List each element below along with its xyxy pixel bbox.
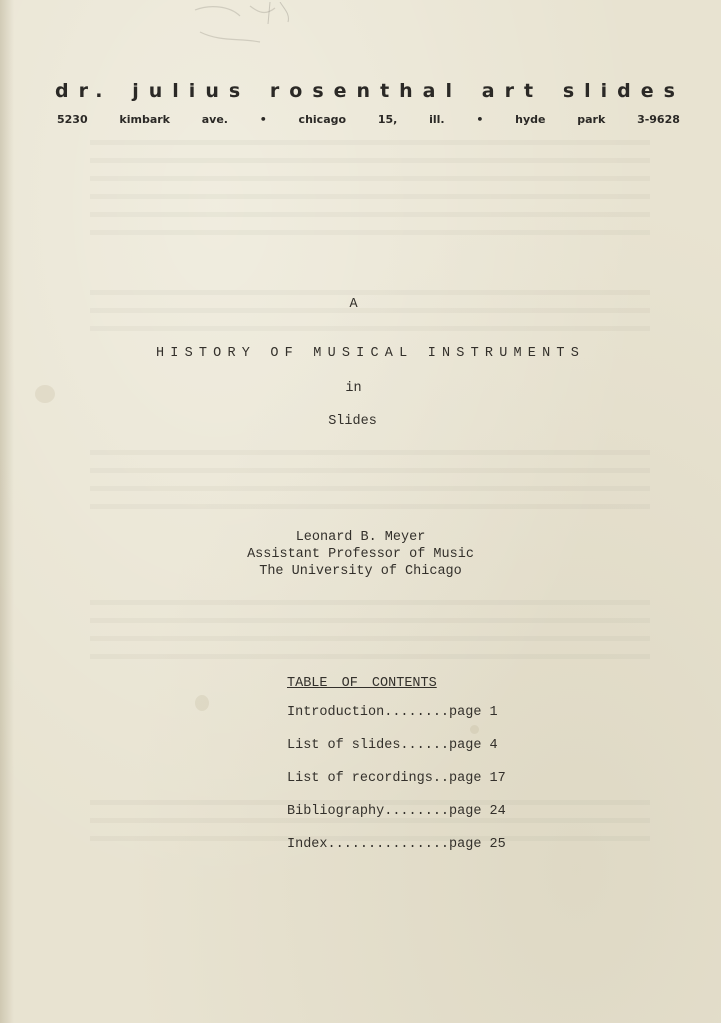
author-position: Assistant Professor of Music <box>247 547 474 562</box>
toc-item-bibliography: Bibliography........page 24 <box>287 804 506 819</box>
bleed-through-line <box>90 230 650 235</box>
bleed-through-line <box>90 212 650 217</box>
letterhead-word: slides <box>562 80 685 102</box>
paper-edge-shadow <box>0 0 14 1023</box>
bullet-separator: • <box>476 113 484 126</box>
letterhead-word: julius <box>132 80 251 102</box>
address-part: ave. <box>201 113 228 126</box>
address-part: 3-9628 <box>637 113 680 126</box>
address-part: kimbark <box>119 113 170 126</box>
bleed-through-line <box>90 140 650 145</box>
address-part: hyde <box>515 113 546 126</box>
toc-item-index: Index...............page 25 <box>287 837 506 852</box>
title-article: A <box>349 297 358 312</box>
letterhead-word: art <box>481 80 544 102</box>
author-block <box>0 529 721 580</box>
bleed-through-line <box>90 468 650 473</box>
author-name: Leonard B. Meyer <box>295 530 426 545</box>
bleed-through-line <box>90 618 650 623</box>
pencil-scribble-mark <box>140 2 300 62</box>
bleed-through-line <box>90 290 650 295</box>
bullet-separator: • <box>259 113 267 126</box>
bleed-through-line <box>90 654 650 659</box>
letterhead-title <box>55 80 685 102</box>
bleed-through-line <box>90 600 650 605</box>
toc-item-list-of-slides: List of slides......page 4 <box>287 738 498 753</box>
address-part: 15, <box>377 113 398 126</box>
letterhead-address <box>57 113 680 126</box>
bleed-through-line <box>90 176 650 181</box>
letterhead-word: dr. <box>55 80 113 102</box>
bleed-through-line <box>90 636 650 641</box>
bleed-through-line <box>90 450 650 455</box>
title-subtitle: Slides <box>328 414 377 429</box>
toc-item-introduction: Introduction........page 1 <box>287 705 498 720</box>
toc-heading: TABLE OF CONTENTS <box>287 676 437 691</box>
bleed-through-line <box>90 326 650 331</box>
toc-item-list-of-recordings: List of recordings..page 17 <box>287 771 506 786</box>
address-part: 5230 <box>57 113 88 126</box>
address-part: park <box>577 113 606 126</box>
bleed-through-line <box>90 194 650 199</box>
author-institution: The University of Chicago <box>259 564 462 579</box>
address-part: chicago <box>298 113 347 126</box>
bleed-through-line <box>90 158 650 163</box>
address-part: ill. <box>429 113 445 126</box>
title-preposition: in <box>345 381 362 396</box>
bleed-through-line <box>90 486 650 491</box>
table-of-contents <box>287 676 547 869</box>
bleed-through-line <box>90 504 650 509</box>
paper-stain <box>195 695 209 711</box>
letterhead-word: rosenthal <box>269 80 463 102</box>
document-title: HISTORY OF MUSICAL INSTRUMENTS <box>155 346 586 361</box>
